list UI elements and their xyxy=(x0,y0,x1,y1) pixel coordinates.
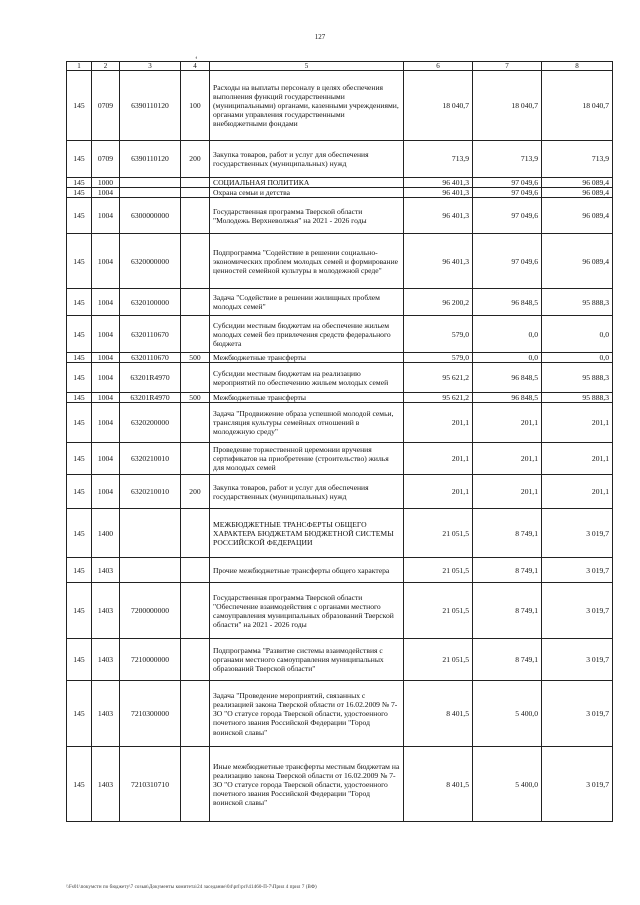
cell-c2: 0709 xyxy=(92,141,120,178)
cell-c1: 145 xyxy=(67,509,92,558)
cell-c5: Подпрограмма "Развитие системы взаимодействия с органами местного самоуправления муниципальных образований Тверской области" xyxy=(210,639,404,681)
cell-c5: Государственная программа Тверской области "Обеспечение взаимодействия с органами местного самоуправления муниципальных образований Тверской области" на 2021 - 2026 годы xyxy=(210,583,404,639)
cell-c6: 18 040,7 xyxy=(404,71,473,141)
cell-c1: 145 xyxy=(67,198,92,234)
cell-c7: 713,9 xyxy=(473,141,542,178)
cell-c5: Межбюджетные трансферты xyxy=(210,393,404,403)
table-header-row xyxy=(67,62,613,71)
cell-c6: 579,0 xyxy=(404,353,473,363)
cell-c7: 0,0 xyxy=(473,316,542,353)
cell-c3: 6390110120 xyxy=(120,141,181,178)
cell-c3: 7210300000 xyxy=(120,681,181,747)
cell-c3 xyxy=(120,509,181,558)
cell-c1: 145 xyxy=(67,234,92,289)
cell-c7: 5 400,0 xyxy=(473,681,542,747)
cell-c1: 145 xyxy=(67,316,92,353)
table-row xyxy=(67,316,613,353)
cell-c7: 5 400,0 xyxy=(473,747,542,822)
cell-c8: 0,0 xyxy=(542,316,613,353)
cell-c3: 6320200000 xyxy=(120,403,181,443)
cell-c8: 95 888,3 xyxy=(542,393,613,403)
cell-c8: 95 888,3 xyxy=(542,289,613,316)
cell-c2: 1004 xyxy=(92,289,120,316)
cell-c4 xyxy=(181,178,210,188)
cell-c3: 6320110670 xyxy=(120,353,181,363)
table-row xyxy=(67,289,613,316)
cell-c6: 201,1 xyxy=(404,475,473,509)
cell-c2: 1004 xyxy=(92,316,120,353)
cell-c5: Задача "Проведение мероприятий, связанных с реализацией закона Тверской области от 16.02.2009 № 7-ЗО "О статусе города Тверской области, удостоенного почетного звания Российской Федерации "Город воинской славы" xyxy=(210,681,404,747)
page-number: 127 xyxy=(314,33,326,41)
cell-c2: 1403 xyxy=(92,681,120,747)
cell-c6: 96 401,3 xyxy=(404,188,473,198)
cell-c6: 8 401,5 xyxy=(404,747,473,822)
cell-c4 xyxy=(181,583,210,639)
column-header: 5 xyxy=(210,62,404,71)
cell-c1: 145 xyxy=(67,475,92,509)
cell-c2: 1004 xyxy=(92,198,120,234)
cell-c4: 500 xyxy=(181,353,210,363)
table-row xyxy=(67,509,613,558)
cell-c1: 145 xyxy=(67,393,92,403)
cell-c5: Задача "Содействие в решении жилищных проблем молодых семей" xyxy=(210,289,404,316)
cell-c5: Иные межбюджетные трансферты местным бюджетам на реализацию закона Тверской области от 16.02.2009 № 7-ЗО "О статусе города Тверской области, удостоенного почетного звания Российской Федерации "Город воинской славы" xyxy=(210,747,404,822)
cell-c4 xyxy=(181,403,210,443)
cell-c2: 1004 xyxy=(92,353,120,363)
cell-c7: 18 040,7 xyxy=(473,71,542,141)
cell-c6: 201,1 xyxy=(404,443,473,475)
cell-c1: 145 xyxy=(67,289,92,316)
cell-c5: Закупка товаров, работ и услуг для обеспечения государственных (муниципальных) нужд xyxy=(210,141,404,178)
cell-c7: 0,0 xyxy=(473,353,542,363)
file-path-footer: \\Fs01\покумстн по бюджету\7 созыв\Документы комитета\24 заседание\04\prl\prl\41460-П-7\Прил 4 прил 7 (ВФ) xyxy=(66,885,317,890)
cell-c3: 7210310710 xyxy=(120,747,181,822)
cell-c2: 1004 xyxy=(92,443,120,475)
cell-c5: Задача "Продвижение образа успешной молодой семьи, трансляция культуры семейных отношений в молодежную среду" xyxy=(210,403,404,443)
cell-c5: Закупка товаров, работ и услуг для обеспечения государственных (муниципальных) нужд xyxy=(210,475,404,509)
table-row xyxy=(67,363,613,393)
cell-c2: 1000 xyxy=(92,178,120,188)
cell-c8: 3 019,7 xyxy=(542,681,613,747)
cell-c6: 96 200,2 xyxy=(404,289,473,316)
cell-c5: МЕЖБЮДЖЕТНЫЕ ТРАНСФЕРТЫ ОБЩЕГО ХАРАКТЕРА БЮДЖЕТАМ БЮДЖЕТНОЙ СИСТЕМЫ РОССИЙСКОЙ ФЕДЕРАЦИИ xyxy=(210,509,404,558)
cell-c3: 6390110120 xyxy=(120,71,181,141)
cell-c4 xyxy=(181,681,210,747)
cell-c1: 145 xyxy=(67,178,92,188)
cell-c4 xyxy=(181,234,210,289)
cell-c2: 1004 xyxy=(92,403,120,443)
budget-table xyxy=(66,61,613,822)
table-row xyxy=(67,583,613,639)
cell-c2: 1403 xyxy=(92,558,120,583)
cell-c5: Подпрограмма "Содействие в решении социально-экономических проблем молодых семей и формирование ценностей семейной культуры в молодежной среде" xyxy=(210,234,404,289)
cell-c4 xyxy=(181,289,210,316)
cell-c8: 3 019,7 xyxy=(542,639,613,681)
cell-c4: 200 xyxy=(181,475,210,509)
cell-c6: 713,9 xyxy=(404,141,473,178)
cell-c3 xyxy=(120,188,181,198)
cell-c3 xyxy=(120,178,181,188)
cell-c8: 96 089,4 xyxy=(542,234,613,289)
cell-c6: 21 051,5 xyxy=(404,583,473,639)
table-row xyxy=(67,198,613,234)
cell-c3: 6320210010 xyxy=(120,443,181,475)
cell-c4 xyxy=(181,639,210,681)
cell-c6: 201,1 xyxy=(404,403,473,443)
column-header: 6 xyxy=(404,62,473,71)
cell-c8: 95 888,3 xyxy=(542,363,613,393)
cell-c7: 8 749,1 xyxy=(473,639,542,681)
cell-c8: 3 019,7 xyxy=(542,747,613,822)
cell-c7: 96 848,5 xyxy=(473,363,542,393)
cell-c2: 1004 xyxy=(92,234,120,289)
cell-c4 xyxy=(181,558,210,583)
cell-c4: 500 xyxy=(181,393,210,403)
cell-c5: СОЦИАЛЬНАЯ ПОЛИТИКА xyxy=(210,178,404,188)
cell-c5: Субсидии местным бюджетам на реализацию мероприятий по обеспечению жильем молодых семей xyxy=(210,363,404,393)
column-header: 2 xyxy=(92,62,120,71)
cell-c6: 21 051,5 xyxy=(404,639,473,681)
cell-c3: 7200000000 xyxy=(120,583,181,639)
cell-c3: 6320210010 xyxy=(120,475,181,509)
cell-c7: 97 049,6 xyxy=(473,198,542,234)
cell-c2: 1403 xyxy=(92,747,120,822)
cell-c4 xyxy=(181,198,210,234)
cell-c3: 6320110670 xyxy=(120,316,181,353)
cell-c8: 201,1 xyxy=(542,443,613,475)
cell-c3: 63201R4970 xyxy=(120,393,181,403)
cell-c1: 145 xyxy=(67,558,92,583)
cell-c5: Расходы на выплаты персоналу в целях обеспечения выполнения функций государственными (муниципальными) органами, казенными учреждениями, органами управления государственными внебюджетными фондами xyxy=(210,71,404,141)
cell-c5: Государственная программа Тверской области "Молодежь Верхневолжья" на 2021 - 2026 годы xyxy=(210,198,404,234)
cell-c2: 1004 xyxy=(92,188,120,198)
cell-c5: Субсидии местным бюджетам на обеспечение жильем молодых семей без привлечения средств федерального бюджета xyxy=(210,316,404,353)
cell-c1: 145 xyxy=(67,443,92,475)
cell-c8: 3 019,7 xyxy=(542,509,613,558)
column-header: 3 xyxy=(120,62,181,71)
cell-c3: 6320100000 xyxy=(120,289,181,316)
cell-c7: 96 848,5 xyxy=(473,393,542,403)
cell-c3: 63201R4970 xyxy=(120,363,181,393)
table-row xyxy=(67,393,613,403)
cell-c6: 96 401,3 xyxy=(404,234,473,289)
cell-c3: 6320000000 xyxy=(120,234,181,289)
cell-c8: 96 089,4 xyxy=(542,198,613,234)
table-row xyxy=(67,403,613,443)
cell-c7: 201,1 xyxy=(473,475,542,509)
cell-c1: 145 xyxy=(67,353,92,363)
cell-c3: 7210000000 xyxy=(120,639,181,681)
column-header: 7 xyxy=(473,62,542,71)
cell-c5: Межбюджетные трансферты xyxy=(210,353,404,363)
cell-c7: 97 049,6 xyxy=(473,234,542,289)
cell-c6: 21 051,5 xyxy=(404,558,473,583)
cell-c8: 201,1 xyxy=(542,475,613,509)
cell-c2: 1004 xyxy=(92,393,120,403)
cell-c5: Проведение торжественной церемонии вручения сертификатов на приобретение (строительство) жилья для молодых семей xyxy=(210,443,404,475)
cell-c8: 3 019,7 xyxy=(542,583,613,639)
cell-c1: 145 xyxy=(67,681,92,747)
table-row xyxy=(67,234,613,289)
cell-c3 xyxy=(120,558,181,583)
cell-c1: 145 xyxy=(67,639,92,681)
table-row xyxy=(67,178,613,188)
cell-c2: 1004 xyxy=(92,475,120,509)
table-row xyxy=(67,71,613,141)
cell-c7: 96 848,5 xyxy=(473,289,542,316)
cell-c8: 201,1 xyxy=(542,403,613,443)
cell-c6: 95 621,2 xyxy=(404,363,473,393)
cell-c2: 1400 xyxy=(92,509,120,558)
cell-c4 xyxy=(181,443,210,475)
cell-c1: 145 xyxy=(67,583,92,639)
cell-c1: 145 xyxy=(67,188,92,198)
cell-c1: 145 xyxy=(67,71,92,141)
cell-c7: 201,1 xyxy=(473,403,542,443)
cell-c6: 96 401,3 xyxy=(404,198,473,234)
table-row xyxy=(67,475,613,509)
stray-mark: ‘ xyxy=(195,55,198,64)
cell-c4 xyxy=(181,316,210,353)
cell-c2: 0709 xyxy=(92,71,120,141)
cell-c8: 713,9 xyxy=(542,141,613,178)
cell-c5: Прочие межбюджетные трансферты общего характера xyxy=(210,558,404,583)
cell-c6: 579,0 xyxy=(404,316,473,353)
cell-c3: 6300000000 xyxy=(120,198,181,234)
table-row xyxy=(67,141,613,178)
table-row xyxy=(67,443,613,475)
table-row xyxy=(67,558,613,583)
table-row xyxy=(67,188,613,198)
cell-c7: 8 749,1 xyxy=(473,583,542,639)
column-header: 8 xyxy=(542,62,613,71)
cell-c7: 8 749,1 xyxy=(473,509,542,558)
cell-c8: 18 040,7 xyxy=(542,71,613,141)
cell-c4 xyxy=(181,747,210,822)
cell-c1: 145 xyxy=(67,403,92,443)
cell-c2: 1403 xyxy=(92,583,120,639)
cell-c8: 96 089,4 xyxy=(542,188,613,198)
cell-c6: 95 621,2 xyxy=(404,393,473,403)
cell-c1: 145 xyxy=(67,141,92,178)
cell-c5: Охрана семьи и детства xyxy=(210,188,404,198)
table-row xyxy=(67,353,613,363)
cell-c8: 96 089,4 xyxy=(542,178,613,188)
column-header: 4 xyxy=(181,62,210,71)
cell-c6: 96 401,3 xyxy=(404,178,473,188)
cell-c8: 0,0 xyxy=(542,353,613,363)
cell-c2: 1403 xyxy=(92,639,120,681)
cell-c1: 145 xyxy=(67,363,92,393)
cell-c6: 8 401,5 xyxy=(404,681,473,747)
cell-c4: 200 xyxy=(181,141,210,178)
cell-c6: 21 051,5 xyxy=(404,509,473,558)
cell-c7: 97 049,6 xyxy=(473,178,542,188)
table-row xyxy=(67,747,613,822)
cell-c4: 100 xyxy=(181,71,210,141)
cell-c8: 3 019,7 xyxy=(542,558,613,583)
cell-c7: 201,1 xyxy=(473,443,542,475)
table-row xyxy=(67,639,613,681)
cell-c7: 97 049,6 xyxy=(473,188,542,198)
cell-c7: 8 749,1 xyxy=(473,558,542,583)
table-row xyxy=(67,681,613,747)
cell-c1: 145 xyxy=(67,747,92,822)
cell-c2: 1004 xyxy=(92,363,120,393)
cell-c4 xyxy=(181,363,210,393)
cell-c4 xyxy=(181,188,210,198)
cell-c4 xyxy=(181,509,210,558)
column-header: 1 xyxy=(67,62,92,71)
